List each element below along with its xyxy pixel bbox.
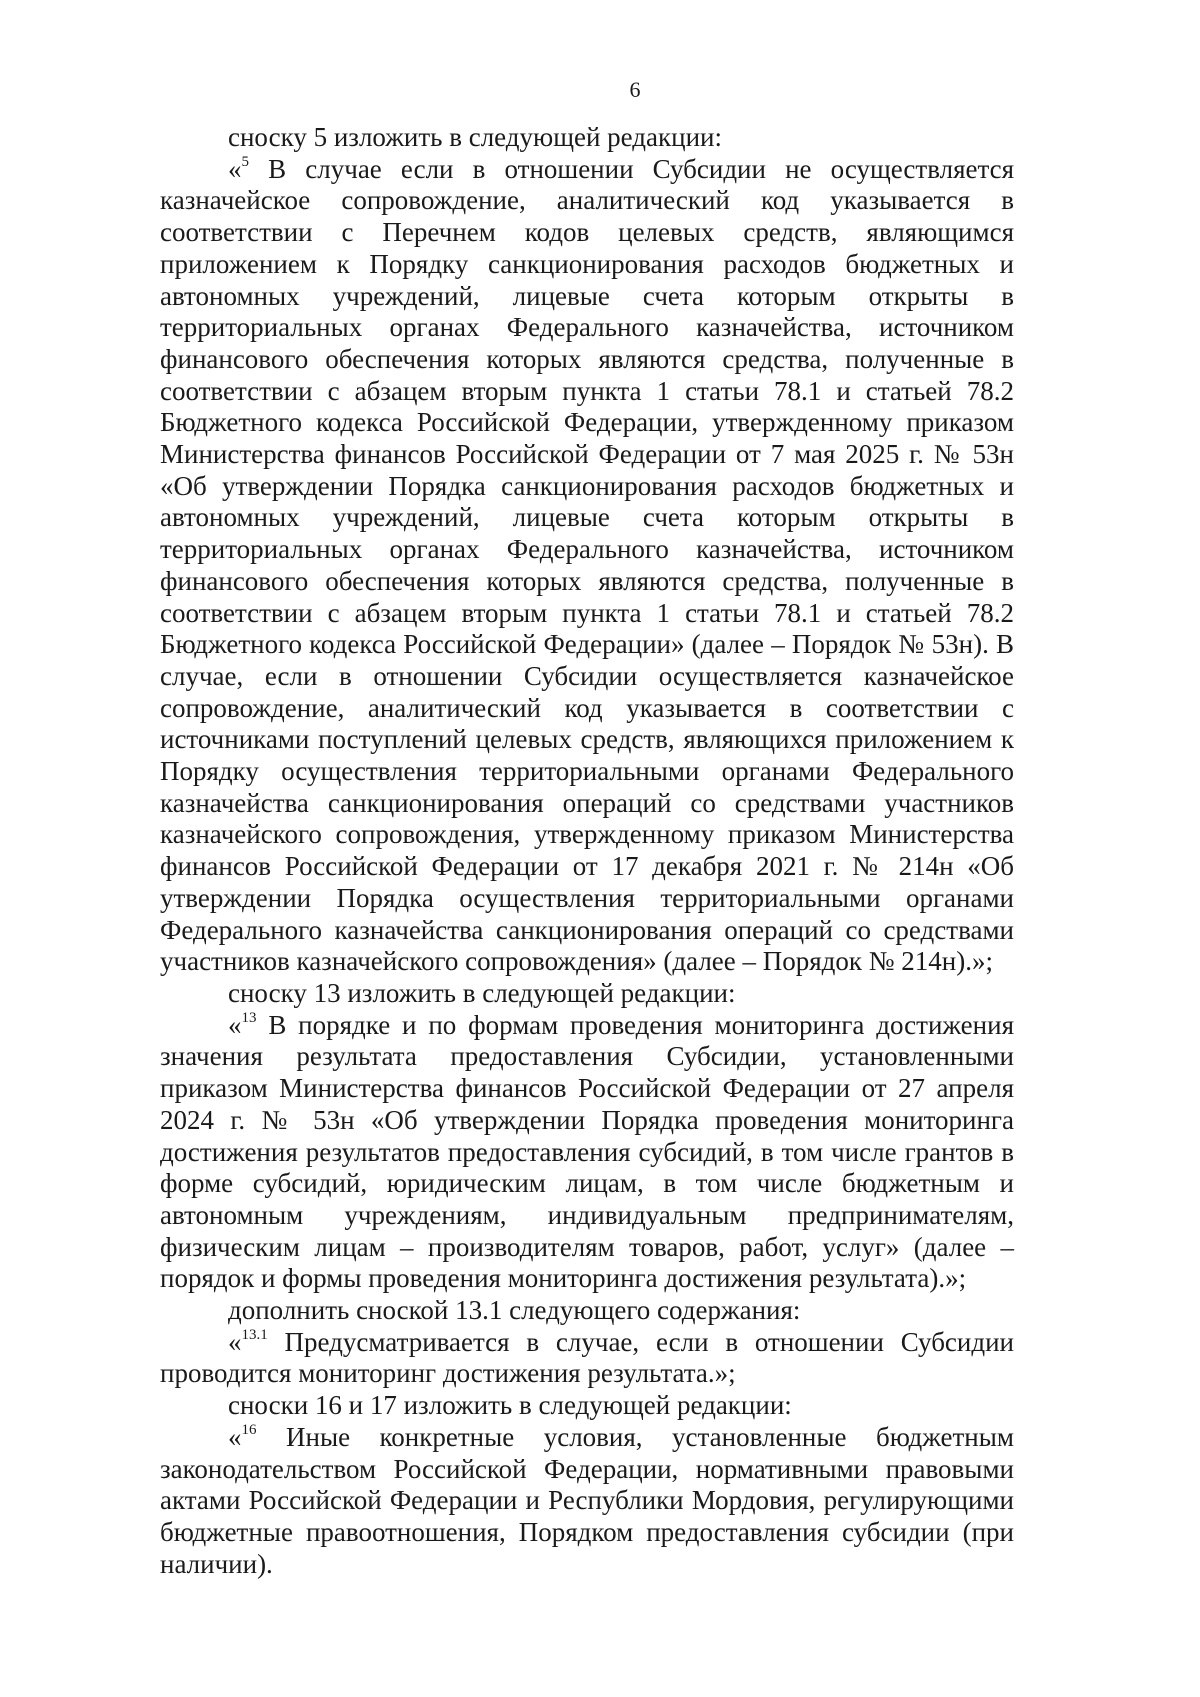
paragraph-footnote-13-1 — [160, 1327, 1014, 1390]
paragraph-text: сноску 5 изложить в следующей редакции: — [228, 122, 722, 152]
open-quote: « — [228, 1326, 242, 1357]
open-quote: « — [228, 1009, 242, 1040]
open-quote: « — [228, 1421, 242, 1452]
paragraph-text: Иные конкретные условия, установленные бюджетным законодательством Российской Федерации, нормативными правовыми актами Российской Федерации и Республики Мордовия, регулирующими бюджетные правоотношения, Порядком предоставления субсидии (при наличии). — [160, 1421, 1014, 1579]
paragraph-footnote-13 — [160, 1010, 1014, 1295]
page-number: 6 — [629, 77, 641, 102]
paragraph-text: дополнить сноской 13.1 следующего содержания: — [228, 1295, 801, 1326]
paragraph-text: сноски 16 и 17 изложить в следующей редакции: — [228, 1390, 792, 1421]
document-body — [160, 122, 1014, 1580]
paragraph-footnote-5 — [160, 154, 1014, 978]
paragraph-text: В порядке и по формам проведения мониторинга достижения значения результата предоставления Субсидии, установленными приказом Министерства финансов Российской Федерации от 27 апреля 2024 г. № 53н «Об утверждении Порядка проведения мониторинга достижения результатов предоставления субсидий, в том числе грантов в форме субсидий, юридическим лицам, в том числе бюджетным и автономным учреждениям, индивидуальным предпринимателям, физическим лицам – производителям товаров, работ, услуг» (далее – порядок и формы проведения мониторинга достижения результата).»; — [160, 1009, 1014, 1294]
paragraph-text: Предусматривается в случае, если в отношении Субсидии проводится мониторинг достижения результата.»; — [160, 1326, 1014, 1389]
footnote-mark: 13.1 — [241, 1326, 268, 1343]
footnote-mark: 13 — [241, 1009, 257, 1026]
paragraph-instruction-footnotes-16-17 — [160, 1390, 1014, 1422]
open-quote: « — [228, 153, 242, 184]
footnote-mark: 5 — [241, 153, 249, 170]
paragraph-instruction-footnote-13-1 — [160, 1295, 1014, 1327]
paragraph-instruction-footnote-13 — [160, 978, 1014, 1010]
paragraph-instruction-footnote-5 — [160, 122, 1014, 154]
paragraph-text: сноску 13 изложить в следующей редакции: — [228, 977, 736, 1008]
footnote-mark: 16 — [241, 1421, 257, 1438]
paragraph-text: В случае если в отношении Субсидии не осуществляется казначейское сопровождение, аналитический код указывается в соответствии с Перечнем кодов целевых средств, являющимся приложением к Порядку санкционирования расходов бюджетных и автономных учреждений, лицевые счета которым открыты в территориальных органах Федерального казначейства, источником финансового обеспечения которых являются средства, полученные в соответствии с абзацем вторым пункта 1 статьи 78.1 и статьей 78.2 Бюджетного кодекса Российской Федерации, утвержденному приказом Министерства финансов Российской Федерации от 7 мая 2025 г. № 53н «Об утверждении Порядка санкционирования расходов бюджетных и автономных учреждений, лицевые счета которым открыты в территориальных органах Федерального казначейства, источником финансового обеспечения которых являются средства, полученные в соответствии с абзацем вторым пункта 1 статьи 78.1 и статьей 78.2 Бюджетного кодекса Российской Федерации» (далее – Порядок № 53н). В случае, если в отношении Субсидии осуществляется казначейское сопровождение, аналитический код указывается в соответствии с источниками поступлений целевых средств, являющихся приложением к Порядку осуществления территориальными органами Федерального казначейства санкционирования операций со средствами участников казначейского сопровождения, утвержденному приказом Министерства финансов Российской Федерации от 17 декабря 2021 г. № 214н «Об утверждении Порядка осуществления территориальными органами Федерального казначейства санкционирования операций со средствами участников казначейского сопровождения» (далее – Порядок № 214н).»; — [160, 153, 1014, 977]
paragraph-footnote-16 — [160, 1422, 1014, 1581]
